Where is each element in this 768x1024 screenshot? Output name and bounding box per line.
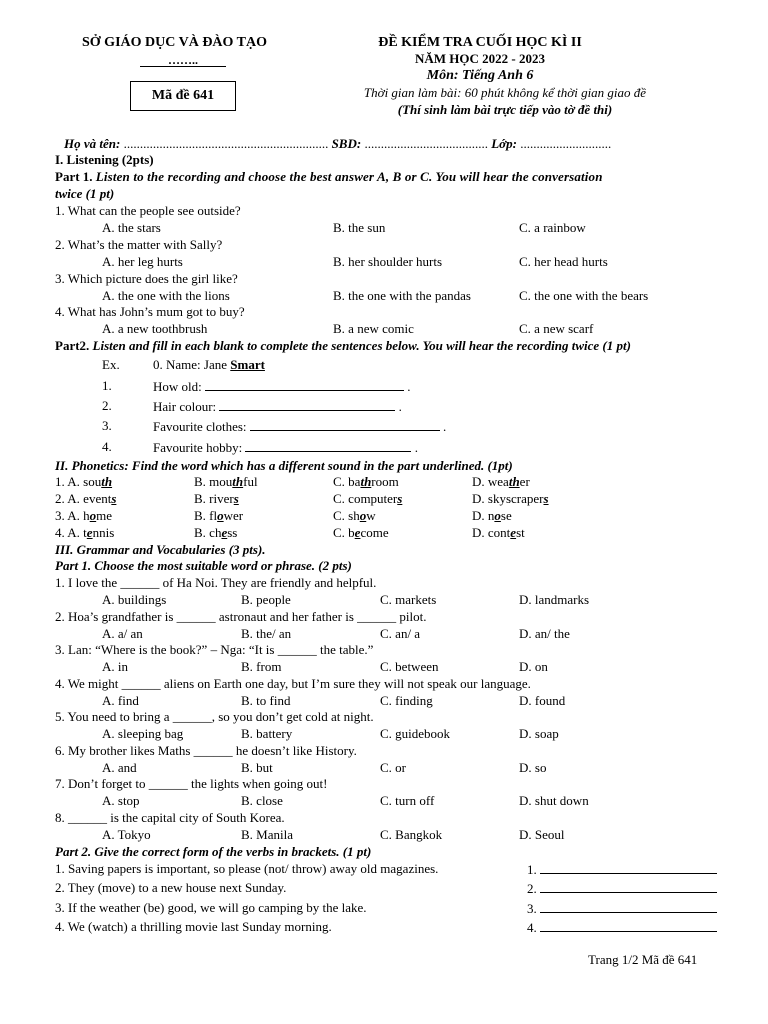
phonetics-option[interactable] [472, 475, 530, 488]
word-part: me [96, 508, 113, 523]
verb-answer-number: 1. [527, 862, 537, 877]
verb-answer [527, 881, 717, 895]
grammar-question: 8. ______ is the capital city of South Korea. [55, 810, 285, 825]
part1-text-cont: twice (1 pt) [55, 186, 115, 201]
phonetics-option[interactable] [472, 526, 525, 539]
answer-option-c[interactable]: C. or [380, 760, 406, 775]
word-part: w [366, 508, 376, 523]
underlined-part: s [233, 491, 239, 506]
grammar-question: 2. Hoa’s grandfather is ______ astronaut and her father is ______ pilot. [55, 609, 427, 624]
word-part: se [500, 508, 512, 523]
grammar-heading: III. Grammar and Vocabularies (3 pts). [55, 542, 266, 557]
underlined-part: o [494, 508, 501, 523]
phonetics-option[interactable] [333, 526, 389, 539]
verb-answer-blank[interactable] [540, 862, 717, 874]
grammar-part1-heading: Part 1. Choose the most suitable word or phrase. (2 pts) [55, 558, 352, 573]
answer-option-a[interactable]: A. her leg hurts [102, 254, 183, 269]
underlined-part: th [101, 474, 113, 489]
word-part: C. b [333, 525, 355, 540]
answer-blank[interactable] [245, 440, 411, 452]
answer-option-a[interactable]: A. sleeping bag [102, 726, 184, 741]
answer-option-c[interactable]: C. finding [380, 693, 433, 708]
grammar-question: 7. Don’t forget to ______ the lights when going out! [55, 776, 328, 791]
answer-option-a[interactable]: A. Tokyo [102, 827, 151, 842]
word-part: D. n [472, 508, 495, 523]
word-part: 1. A. sou [55, 474, 102, 489]
answer-option-b[interactable]: B. people [241, 592, 291, 607]
phonetics-option[interactable] [194, 475, 258, 488]
word-part: 3. A. h [55, 508, 90, 523]
blank-end: . [407, 379, 411, 394]
word-part: B. river [194, 491, 234, 506]
word-part: wer [223, 508, 244, 523]
sbd-field[interactable]: ...................................... [364, 136, 488, 151]
example-row [102, 358, 120, 371]
verb-answer [527, 920, 717, 934]
underlined-part: o [89, 508, 97, 523]
blank-number: 4. [102, 439, 112, 454]
grammar-question: 3. Lan: “Where is the book?” – Nga: “It is ______ the table.” [55, 642, 374, 657]
verb-answer [527, 901, 717, 915]
answer-blank[interactable] [250, 419, 440, 431]
blank-end: . [414, 440, 418, 455]
answer-option-d[interactable]: D. an/ the [519, 626, 570, 641]
blank-row [153, 399, 402, 413]
answer-option-a[interactable]: A. the stars [102, 220, 161, 235]
underlined-part: e [86, 525, 93, 540]
answer-option-d[interactable]: D. landmarks [519, 592, 590, 607]
underlined-part: o [217, 508, 224, 523]
answer-option-b[interactable]: B. but [241, 760, 273, 775]
blank-label: Hair colour: [153, 399, 217, 414]
verb-answer-blank[interactable] [540, 920, 717, 932]
underlined-part: e [221, 525, 228, 540]
answer-option-c[interactable]: C. the one with the bears [519, 288, 649, 303]
listening-part1-instructions [55, 170, 603, 183]
answer-option-b[interactable]: B. battery [241, 726, 293, 741]
word-part: come [360, 525, 389, 540]
grammar-question: 4. We might ______ aliens on Earth one day, but I’m sure they will not speak our language. [55, 676, 531, 691]
word-part: nnis [92, 525, 115, 540]
answer-option-a[interactable]: A. stop [102, 793, 140, 808]
verb-answer-blank[interactable] [540, 901, 717, 913]
time-allowed: Thời gian làm bài: 60 phút không kể thời gian giao đề [363, 85, 647, 100]
blank-end: . [443, 419, 447, 434]
answer-option-a[interactable]: A. the one with the lions [102, 288, 230, 303]
answer-blank[interactable] [205, 379, 404, 391]
blank-end: . [398, 399, 402, 414]
exam-code-box [130, 81, 236, 111]
part1-text: Listen to the recording and choose the best answer A, B or C. You will hear the conversation [95, 169, 603, 184]
exam-title: ĐỀ KIỂM TRA CUỐI HỌC KÌ II [378, 35, 582, 50]
phonetics-option[interactable] [194, 509, 243, 522]
example-answer: Smart [230, 357, 265, 372]
class-label: Lớp: [491, 136, 517, 151]
blank-number: 2. [102, 398, 112, 413]
listening-question: 3. Which picture does the girl like? [55, 271, 238, 286]
word-part: B. ch [194, 525, 222, 540]
example-text: 0. Name: Jane [153, 357, 228, 372]
underlined-part: th [232, 474, 244, 489]
answer-option-b[interactable]: B. the sun [333, 220, 386, 235]
part2-label: Part2. [55, 338, 90, 353]
listening-question: 1. What can the people see outside? [55, 203, 241, 218]
verb-answer-number: 3. [527, 901, 537, 916]
underlined-part: o [359, 508, 367, 523]
answer-option-b[interactable]: B. from [241, 659, 282, 674]
word-part: 4. A. t [55, 525, 87, 540]
verb-question: 1. Saving papers is important, so please (not/ throw) away old magazines. [55, 861, 439, 876]
blank-label: How old: [153, 379, 202, 394]
answer-option-c[interactable]: C. a new scarf [519, 321, 594, 336]
phonetics-option[interactable] [55, 475, 112, 488]
grammar-question: 6. My brother likes Maths ______ he doesn’t like History. [55, 743, 357, 758]
word-part: ful [243, 474, 258, 489]
phonetics-option[interactable] [194, 526, 237, 539]
word-part: D. skyscraper [472, 491, 544, 506]
name-field[interactable]: ............................................................... [123, 136, 329, 151]
word-part: st [516, 525, 525, 540]
student-info-line [64, 137, 611, 150]
verb-question: 4. We (watch) a thrilling movie last Sunday morning. [55, 919, 332, 934]
underlined-part: e [354, 525, 361, 540]
name-label: Họ và tên: [64, 136, 121, 151]
phonetics-option[interactable] [333, 492, 402, 505]
answer-option-c[interactable]: C. guidebook [380, 726, 451, 741]
department-sub-dots: …….. [168, 53, 198, 67]
word-part: er [519, 474, 530, 489]
blank-row [153, 379, 411, 393]
answer-option-c[interactable]: C. between [380, 659, 439, 674]
answer-option-a[interactable]: A. a new toothbrush [102, 321, 208, 336]
blank-number: 1. [102, 378, 112, 393]
answer-option-d[interactable]: D. Seoul [519, 827, 565, 842]
word-part: 2. A. event [55, 491, 112, 506]
example-label: Ex. [102, 357, 120, 372]
blank-label: Favourite hobby: [153, 440, 243, 455]
answer-blank[interactable] [219, 399, 395, 411]
underlined-part: th [360, 474, 372, 489]
answer-option-b[interactable]: B. close [241, 793, 283, 808]
underlined-part: s [543, 491, 549, 506]
sbd-label: SBD: [331, 136, 362, 151]
answer-option-b[interactable]: B. the one with the pandas [333, 288, 471, 303]
underlined-part: e [510, 525, 517, 540]
verb-answer-number: 2. [527, 881, 537, 896]
word-part: room [371, 474, 399, 489]
answer-option-c[interactable]: C. an/ a [380, 626, 421, 641]
answer-option-a[interactable]: A. and [102, 760, 137, 775]
answer-option-b[interactable]: B. to find [241, 693, 291, 708]
grammar-question: 5. You need to bring a ______, so you don’t get cold at night. [55, 709, 374, 724]
department-name: SỞ GIÁO DỤC VÀ ĐÀO TẠO [82, 35, 268, 50]
word-part: D. cont [472, 525, 511, 540]
grammar-question: 1. I love the ______ of Ha Noi. They are friendly and helpful. [55, 575, 377, 590]
verb-answer [527, 862, 717, 876]
answer-option-d[interactable]: D. so [519, 760, 547, 775]
phonetics-option[interactable] [472, 509, 512, 522]
listening-part2-instructions [55, 339, 631, 352]
phonetics-option[interactable] [472, 492, 549, 505]
answer-option-b[interactable]: B. Manila [241, 827, 293, 842]
answer-option-d[interactable]: D. on [519, 659, 548, 674]
answer-option-c[interactable]: C. Bangkok [380, 827, 443, 842]
word-part: C. sh [333, 508, 360, 523]
answer-option-d[interactable]: D. found [519, 693, 566, 708]
class-field[interactable]: ............................ [520, 136, 612, 151]
listening-heading: I. Listening (2pts) [55, 152, 154, 167]
department-sub [140, 54, 226, 67]
grammar-part2-heading: Part 2. Give the correct form of the verbs in brackets. (1 pt) [55, 844, 372, 859]
verb-question: 2. They (move) to a new house next Sunday. [55, 880, 287, 895]
underlined-part: th [508, 474, 520, 489]
answer-option-d[interactable]: D. soap [519, 726, 559, 741]
answer-option-c[interactable]: C. her head hurts [519, 254, 608, 269]
phonetics-option[interactable] [333, 475, 399, 488]
word-part: C. computer [333, 491, 398, 506]
answer-option-c[interactable]: C. turn off [380, 793, 435, 808]
blank-row [153, 419, 446, 433]
answer-option-b[interactable]: B. a new comic [333, 321, 414, 336]
answer-option-b[interactable]: B. her shoulder hurts [333, 254, 443, 269]
verb-answer-blank[interactable] [540, 881, 717, 893]
phonetics-option[interactable] [333, 509, 376, 522]
answer-option-a[interactable]: A. in [102, 659, 128, 674]
word-part: C. ba [333, 474, 361, 489]
exam-note: (Thí sinh làm bài trực tiếp vào tờ đề thi) [397, 102, 613, 117]
blank-number: 3. [102, 418, 112, 433]
word-part: B. mou [194, 474, 233, 489]
phonetics-option[interactable] [55, 492, 116, 505]
word-part: D. wea [472, 474, 509, 489]
phonetics-option[interactable] [55, 526, 114, 539]
word-part: ss [227, 525, 238, 540]
page-footer: Trang 1/2 Mã đề 641 [588, 952, 698, 967]
answer-option-a[interactable]: A. a/ an [102, 626, 143, 641]
answer-option-c[interactable]: C. markets [380, 592, 437, 607]
part2-text: Listen and fill in each blank to complete the sentences below. You will hear the recording twice (1 pt) [92, 338, 631, 353]
verb-answer-number: 4. [527, 920, 537, 935]
answer-option-a[interactable]: A. find [102, 693, 139, 708]
listening-question: 4. What has John’s mum got to buy? [55, 304, 245, 319]
phonetics-option[interactable] [194, 492, 239, 505]
answer-option-c[interactable]: C. a rainbow [519, 220, 586, 235]
listening-question: 2. What’s the matter with Sally? [55, 237, 223, 252]
underlined-part: s [111, 491, 117, 506]
word-part: B. fl [194, 508, 218, 523]
answer-option-d[interactable]: D. shut down [519, 793, 589, 808]
underlined-part: s [397, 491, 403, 506]
phonetics-heading: II. Phonetics: Find the word which has a different sound in the part underlined. (1pt) [55, 458, 513, 473]
blank-row [153, 440, 418, 454]
phonetics-option[interactable] [55, 509, 112, 522]
example-text-row [153, 358, 265, 371]
blank-label: Favourite clothes: [153, 419, 247, 434]
part1-label: Part 1. [55, 169, 93, 184]
answer-option-a[interactable]: A. buildings [102, 592, 167, 607]
answer-option-b[interactable]: B. the/ an [241, 626, 292, 641]
exam-code: Mã đề 641 [151, 88, 215, 103]
school-year: NĂM HỌC 2022 - 2023 [415, 51, 545, 66]
subject: Môn: Tiếng Anh 6 [426, 68, 534, 83]
verb-question: 3. If the weather (be) good, we will go camping by the lake. [55, 900, 367, 915]
